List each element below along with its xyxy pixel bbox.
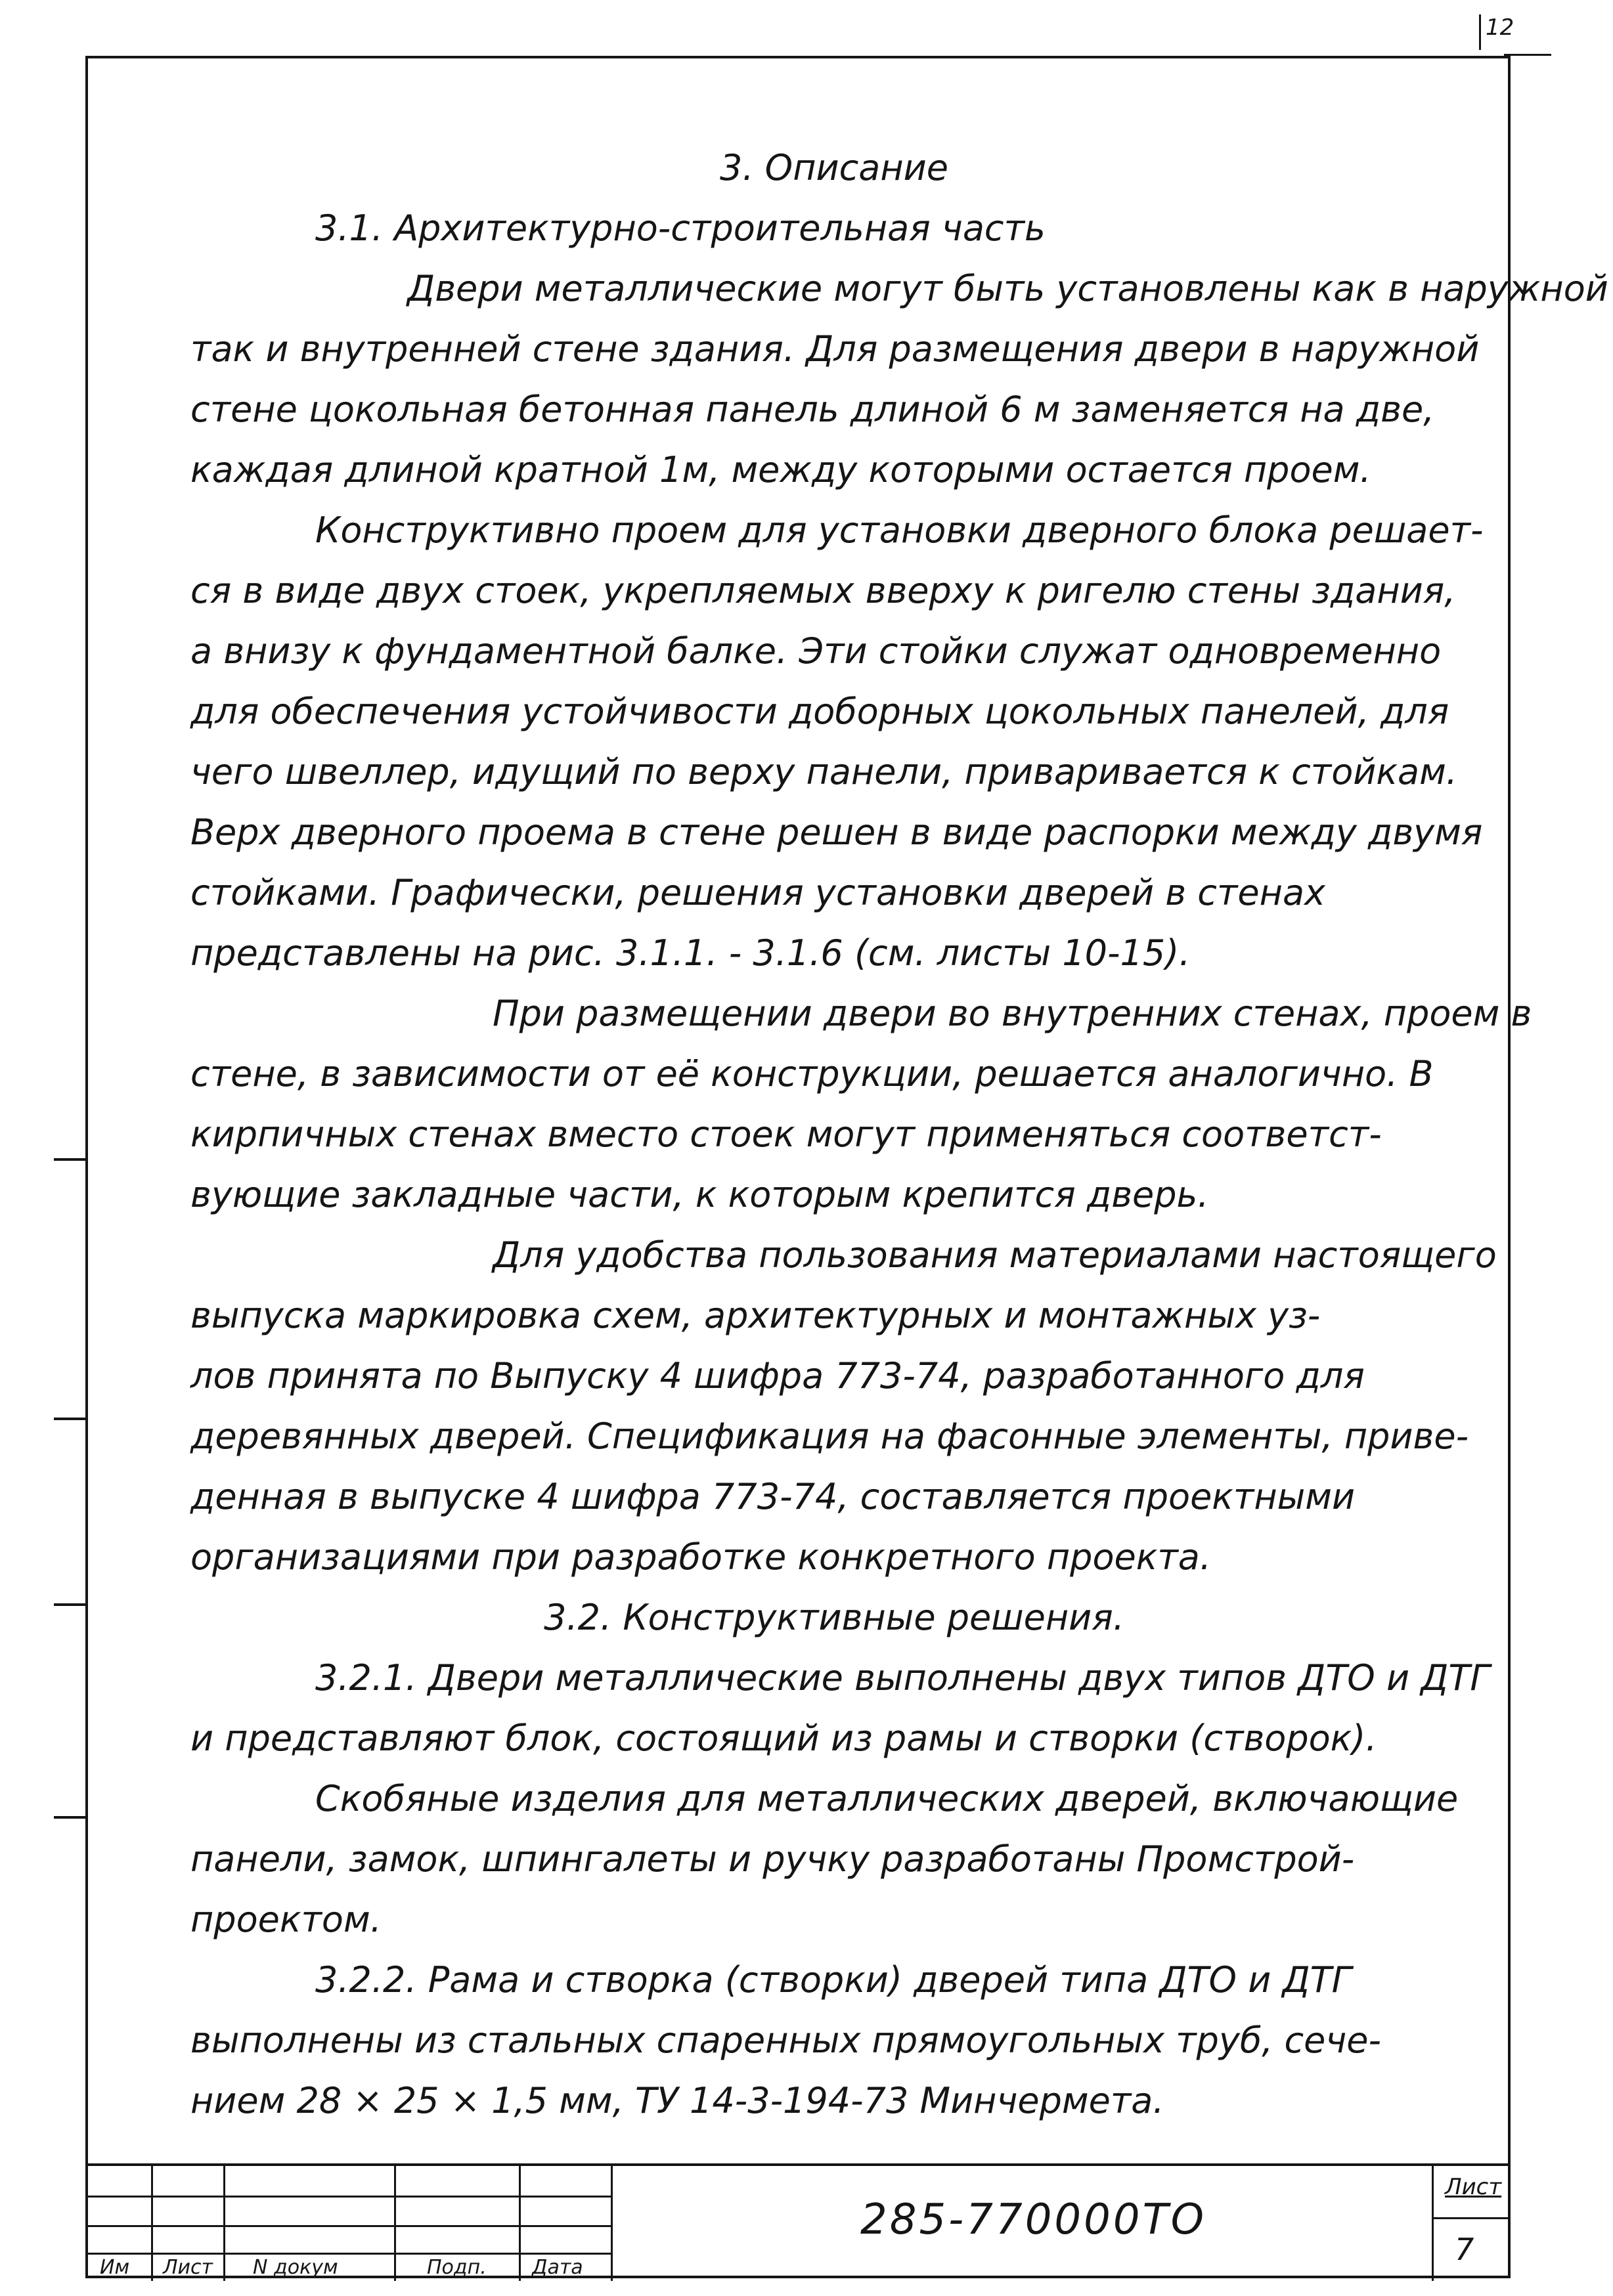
text-line: чего швеллер, идущий по верху панели, приваривается к стойкам.: [190, 751, 1457, 792]
text-line: денная в выпуске 4 шифра 773-74, составляется проектными: [190, 1476, 1356, 1517]
text-line: Скобяные изделия для металлических дверей, включающие: [315, 1778, 1459, 1819]
text-line: стойками. Графически, решения установки дверей в стенах: [190, 872, 1325, 913]
title-block-divider: [151, 2166, 153, 2281]
text-line: Конструктивно проем для установки дверного блока решает-: [315, 509, 1484, 551]
sheet-number: 7: [1455, 2232, 1474, 2267]
text-line: выполнены из стальных спаренных прямоугольных труб, сече-: [190, 2020, 1381, 2061]
text-line: деревянных дверей. Спецификация на фасонные элементы, приве-: [190, 1416, 1469, 1457]
title-block: [85, 2163, 1511, 2281]
title-block-divider: [394, 2166, 396, 2281]
binding-mark: [54, 1816, 88, 1819]
text-line: представлены на рис. 3.1.1. - 3.1.6 (см. листы 10-15).: [190, 932, 1191, 974]
text-line: 3.2.1. Двери металлические выполнены двух типов ДТО и ДТГ: [315, 1657, 1490, 1699]
subsection-heading: 3.2. Конструктивные решения.: [544, 1597, 1124, 1638]
text-line: лов принята по Выпуску 4 шифра 773-74, разработанного для: [190, 1355, 1365, 1397]
col-label-sheet: Лист: [163, 2256, 213, 2279]
sheet-label: Лист: [1445, 2174, 1502, 2200]
text-line: Двери металлические могут быть установлены как в наружной: [407, 268, 1608, 309]
title-block-row-line: [1432, 2217, 1511, 2219]
text-line: 3.2.2. Рама и створка (створки) дверей типа ДТО и ДТГ: [315, 1959, 1352, 2001]
text-line: проектом.: [190, 1899, 382, 1940]
title-block-divider: [1432, 2166, 1434, 2281]
title-block-divider: [611, 2166, 613, 2281]
text-line: так и внутренней стене здания. Для размещения двери в наружной: [190, 328, 1480, 370]
col-label-doc-number: N докум: [253, 2256, 338, 2279]
document-code: 285-770000ТО: [860, 2196, 1207, 2244]
text-line: выпуска маркировка схем, архитектурных и монтажных уз-: [190, 1295, 1321, 1336]
text-line: вующие закладные части, к которым крепится дверь.: [190, 1174, 1209, 1215]
binding-mark: [54, 1418, 88, 1420]
text-line: Верх дверного проема в стене решен в виде распорки между двумя: [190, 812, 1483, 853]
text-line: ся в виде двух стоек, укрепляемых вверху к ригелю стены здания,: [190, 570, 1456, 611]
subsection-heading: 3.1. Архитектурно-строительная часть: [315, 207, 1046, 249]
corner-tick: [1479, 14, 1481, 50]
text-line: При размещении двери во внутренних стенах, проем в: [493, 993, 1532, 1034]
col-label-signature: Подп.: [427, 2256, 487, 2279]
col-label-change: Им: [100, 2256, 130, 2279]
text-line: организациями при разработке конкретного проекта.: [190, 1536, 1212, 1578]
corner-underline: [1504, 54, 1551, 56]
col-label-date: Дата: [532, 2256, 583, 2279]
binding-mark: [54, 1158, 88, 1161]
text-line: каждая длиной кратной 1м, между которыми остается проем.: [190, 449, 1371, 490]
text-line: Для удобства пользования материалами настоящего: [493, 1234, 1497, 1276]
title-block-row-line: [85, 2225, 611, 2227]
text-line: для обеспечения устойчивости доборных цокольных панелей, для: [190, 691, 1449, 732]
title-block-divider: [223, 2166, 225, 2281]
text-line: кирпичных стенах вместо стоек могут применяться соответст-: [190, 1114, 1382, 1155]
binding-mark: [54, 1603, 88, 1606]
section-heading: 3. Описание: [720, 147, 948, 188]
text-line: стене, в зависимости от её конструкции, решается аналогично. В: [190, 1053, 1434, 1094]
text-line: нием 28 × 25 × 1,5 мм, ТУ 14-3-194-73 Минчермета.: [190, 2080, 1164, 2121]
text-line: панели, замок, шпингалеты и ручку разработаны Промстрой-: [190, 1838, 1355, 1880]
text-line: стене цокольная бетонная панель длиной 6 м заменяется на две,: [190, 389, 1435, 430]
title-block-row-line: [85, 2253, 611, 2255]
text-line: и представляют блок, состоящий из рамы и створки (створок).: [190, 1718, 1377, 1759]
text-line: а внизу к фундаментной балке. Эти стойки служат одновременно: [190, 630, 1442, 672]
document-body: [190, 138, 1608, 2131]
title-block-divider: [519, 2166, 521, 2281]
title-block-row-line: [85, 2196, 611, 2198]
corner-page-number: 12: [1486, 14, 1514, 41]
